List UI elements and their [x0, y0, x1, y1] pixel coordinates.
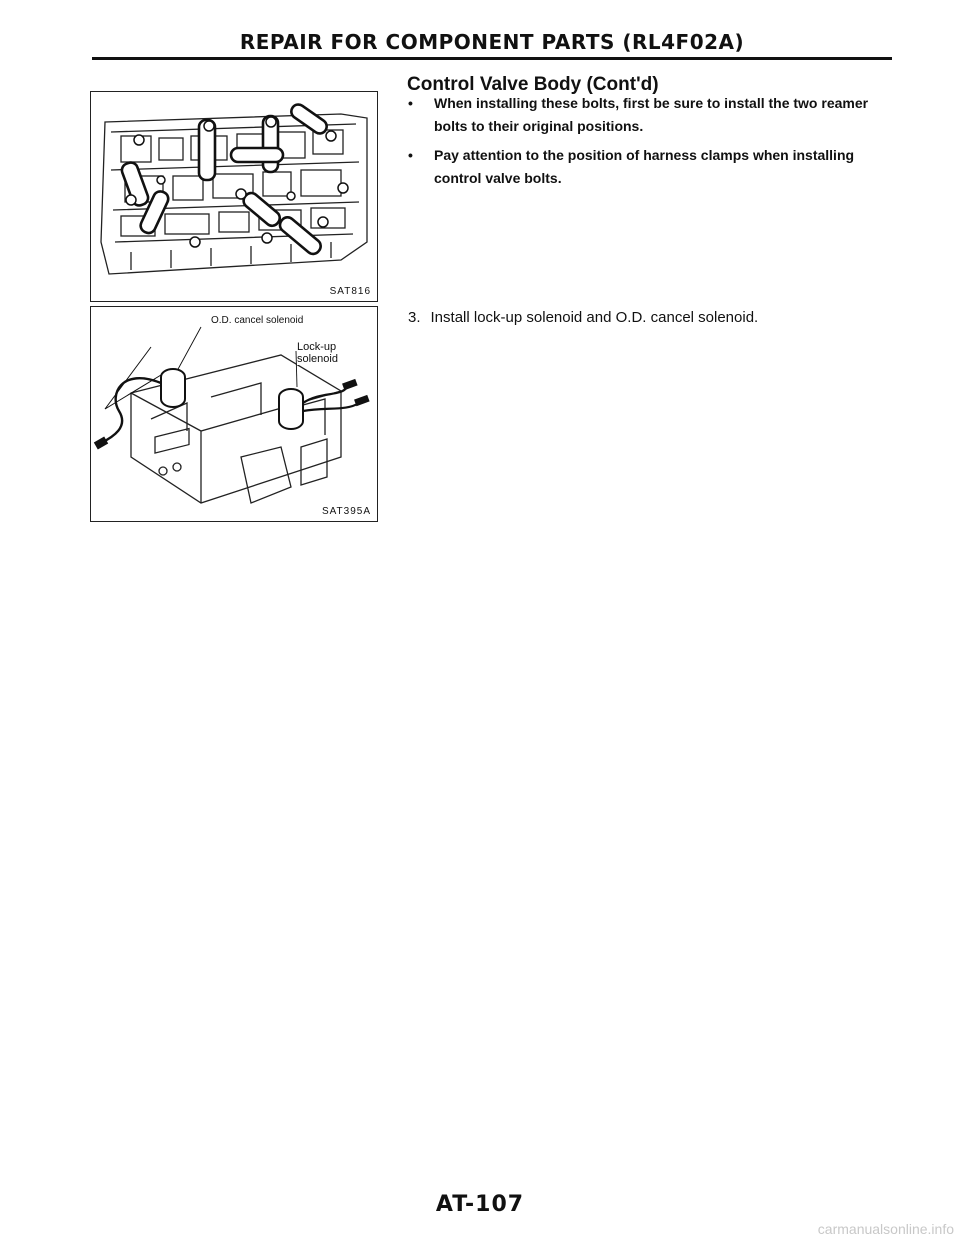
solenoid-illustration	[91, 307, 376, 520]
bullet-item	[408, 144, 898, 190]
bullet-text: Pay attention to the position of harness clamps when installing control valve bolts.	[434, 147, 855, 186]
header-rule	[92, 57, 892, 60]
bullet-item	[408, 92, 898, 138]
valve-body-illustration	[91, 92, 376, 300]
callout-lockup-solenoid-line2: solenoid	[297, 353, 338, 365]
bullet-dot: •	[408, 147, 413, 163]
figure-code: SAT395A	[321, 506, 371, 517]
bullet-list	[408, 90, 898, 196]
figure-valve-body-bolts	[90, 91, 378, 302]
bullet-text: When installing these bolts, first be sure to install the two reamer bolts to their original positions.	[434, 95, 869, 134]
watermark: carmanualsonline.info	[817, 1221, 954, 1237]
callout-od-cancel-solenoid: O.D. cancel solenoid	[211, 315, 304, 326]
figure-code: SAT816	[329, 286, 371, 297]
step-3	[408, 309, 758, 326]
step-text: Install lock-up solenoid and O.D. cancel solenoid.	[430, 309, 759, 326]
step-number: 3.	[408, 309, 421, 326]
figure-solenoids	[90, 306, 378, 522]
page-header: REPAIR FOR COMPONENT PARTS (RL4F02A)	[239, 30, 745, 54]
section-title: Control Valve Body (Cont'd)	[407, 74, 659, 95]
callout-lockup-solenoid-line1: Lock-up	[297, 341, 337, 353]
page-number: AT-107	[435, 1192, 525, 1217]
bullet-dot: •	[408, 95, 413, 111]
